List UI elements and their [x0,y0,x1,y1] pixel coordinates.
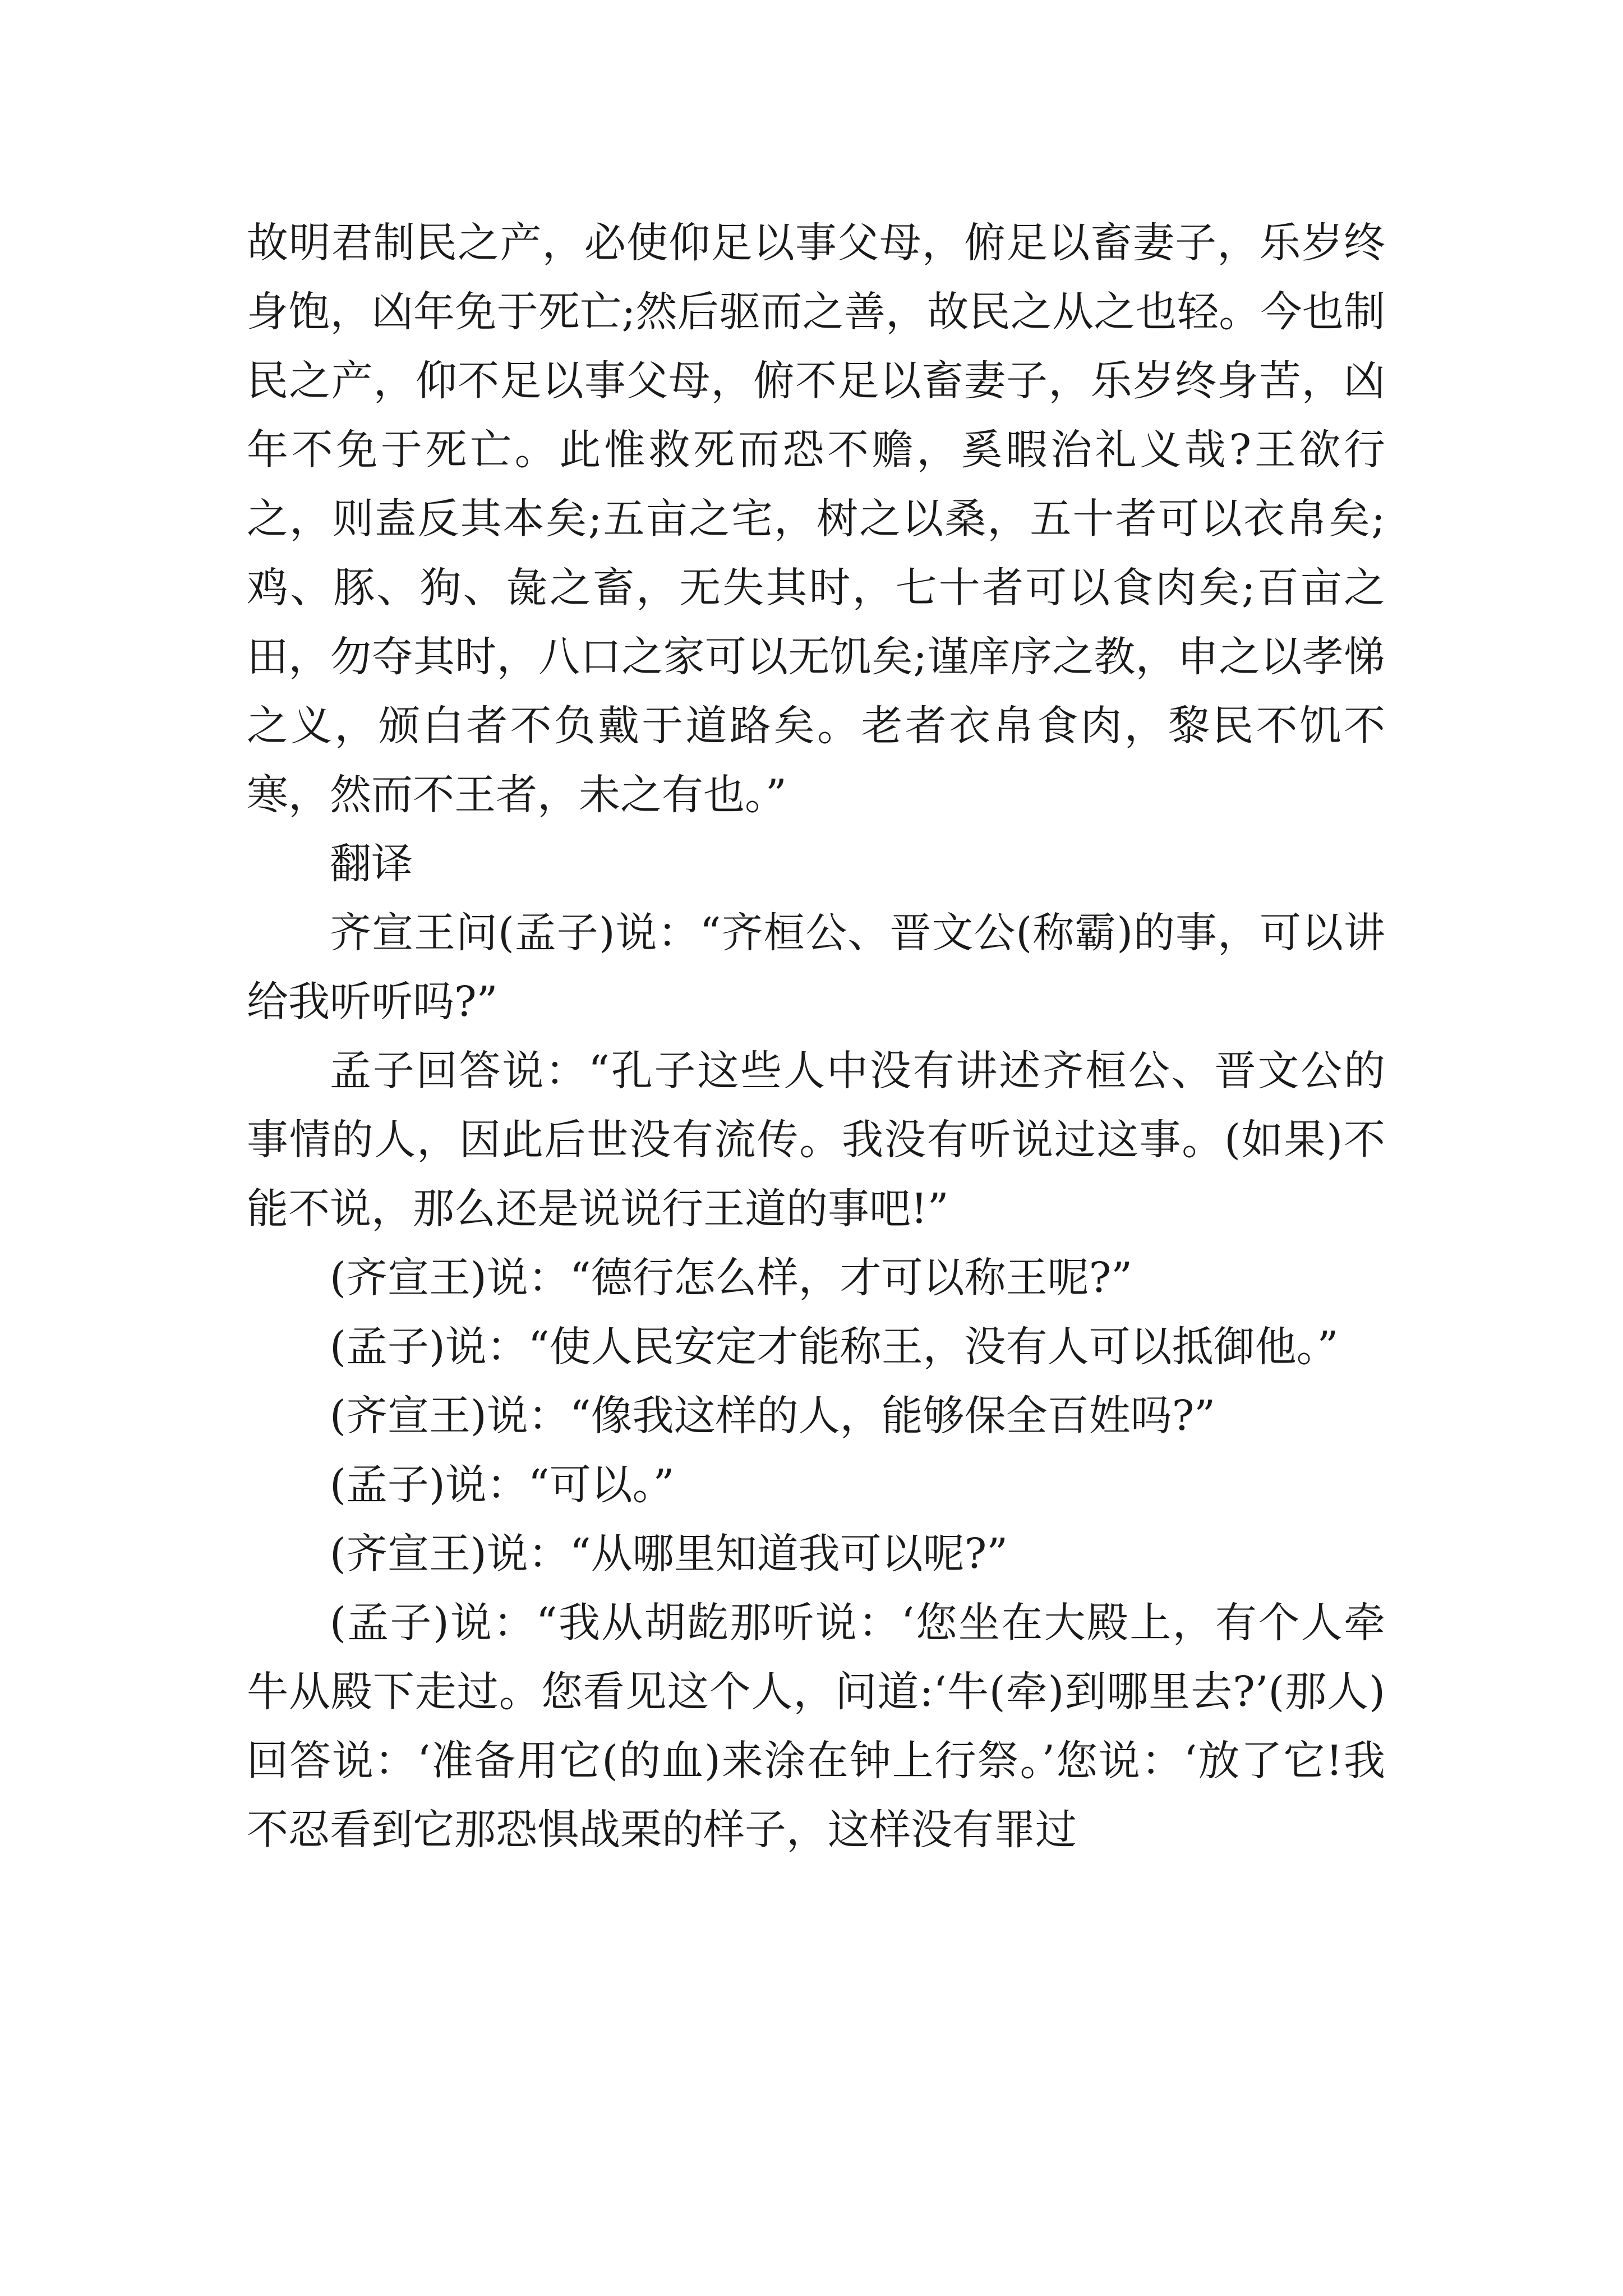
paragraph-translation: (齐宣王)说：“德行怎么样，才可以称王呢?” [330,1254,1133,1302]
paragraph-translation: 齐宣王问(孟子)说：“齐桓公、晋文公(称霸)的事，可以讲给我听听吗?” [247,909,1385,1026]
paragraph-translation: (孟子)说：“使人民安定才能称王，没有人可以抵御他。” [330,1323,1339,1371]
paragraph-translation: (孟子)说：“可以。” [330,1461,675,1509]
paragraph-translation: 孟子回答说：“孔子这些人中没有讲述齐桓公、晋文公的事情的人，因此后世没有流传。我没有听说过这事。(如果)不能不说，那么还是说说行王道的事吧!” [247,1047,1385,1233]
section-heading-translation: 翻译 [330,840,413,888]
paragraph-classical-text: 故明君制民之产，必使仰足以事父母，俯足以畜妻子，乐岁终身饱，凶年免于死亡;然后驱而之善，故民之从之也轻。今也制民之产，仰不足以事父母，俯不足以畜妻子，乐岁终身苦，凶年不免于死亡。此惟救死而恐不赡，奚暇治礼义哉?王欲行之，则盍反其本矣;五亩之宅，树之以桑，五十者可以衣帛矣;鸡、豚、狗、彘之畜，无失其时，七十者可以食肉矣;百亩之田，勿夺其时，八口之家可以无饥矣;谨庠序之教，申之以孝悌之义，颁白者不负戴于道路矣。老者衣帛食肉，黎民不饥不寒，然而不王者，未之有也。” [247,219,1385,819]
document-body [247,209,1385,1865]
paragraph-translation: (齐宣王)说：“像我这样的人，能够保全百姓吗?” [330,1392,1216,1440]
paragraph-translation: (齐宣王)说：“从哪里知道我可以呢?” [330,1530,1008,1578]
paragraph-translation: (孟子)说：“我从胡龁那听说：‘您坐在大殿上，有个人牵牛从殿下走过。您看见这个人，问道:‘牛(牵)到哪里去?’(那人)回答说：‘准备用它(的血)来涂在钟上行祭。’您说：‘放了它!我不忍看到它那恐惧战栗的样子，这样没有罪过 [247,1599,1385,1854]
